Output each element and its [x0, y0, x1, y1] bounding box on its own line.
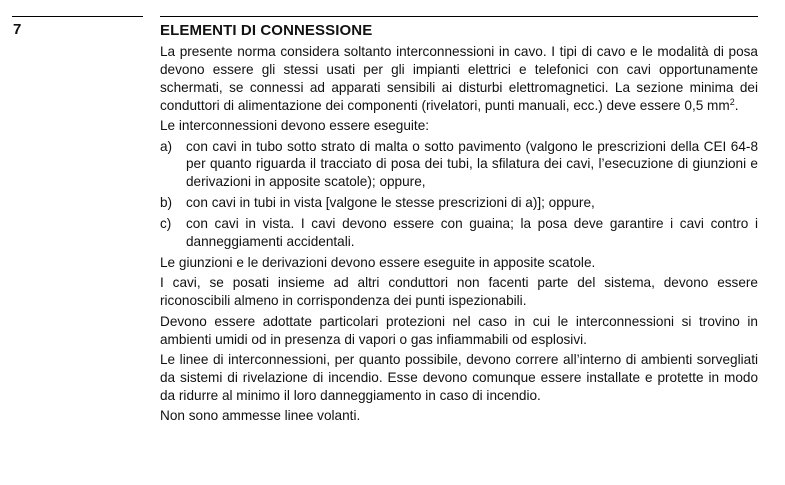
paragraph-intro-list: Le interconnessioni devono essere eseguite: [160, 118, 430, 134]
paragraph-scope-text: La presente norma considera soltanto interconnessioni in cavo. I tipi di cavo e le modalità di posa devono essere gli stessi usati per gli impianti elettrici e telefonici con cavi opportunamente schermati, se connessi ad apparati sensibili ai disturbi elettromagnetici. La sezione minima dei conduttori di alimentazione dei componenti (rivelatori, punti manuali, ecc.) deve essere 0,5 mm [160, 44, 758, 113]
superscript-exponent: 2 [729, 96, 735, 107]
paragraph-flying-lines: Non sono ammesse linee volanti. [160, 408, 361, 424]
paragraph-junctions: Le giunzioni e le derivazioni devono essere eseguite in apposite scatole. [160, 254, 596, 270]
list-item-a [160, 138, 758, 192]
section-number-rule [12, 16, 143, 17]
paragraph-supervised: Le linee di interconnessioni, per quanto possibile, devono correre all’interno di ambienti sorvegliati da sistemi di rivelazione di incendio. Esse devono comunque essere installate e protette in modo da ridurre al minimo il loro danneggiamento in caso di incendio. [160, 352, 758, 403]
list-item-text: con cavi in vista. I cavi devono essere con guaina; la posa deve garantire i cavi contro i danneggiamenti accidentali. [186, 216, 758, 250]
section-title-rule [160, 16, 758, 17]
list-item-c [160, 215, 758, 251]
section-number: 7 [13, 21, 22, 38]
list-item-b [160, 194, 758, 212]
list-marker: c) [160, 216, 172, 232]
paragraph-recognizable: I cavi, se posati insieme ad altri conduttori non facenti parte del sistema, devono essere riconoscibili almeno in corrispondenza dei punti ispezionabili. [160, 275, 758, 309]
section-content [160, 21, 758, 428]
list-item-text: con cavi in tubi in vista [valgone le stesse prescrizioni di a)]; oppure, [186, 195, 595, 211]
paragraph-scope-end: . [734, 97, 739, 113]
list-item-text: con cavi in tubo sotto strato di malta o sotto pavimento (valgono le prescrizioni della CEI 64-8 per quanto riguarda il tracciato di posa dei tubi, la sfilatura dei cavi, l’esecuzione di giunzioni e derivazioni in apposite scatole); oppure, [186, 138, 758, 190]
paragraph-protections: Devono essere adottate particolari protezioni nel caso in cui le interconnessioni si trovino in ambienti umidi od in presenza di vapori o gas infiammabili od esplosivi. [160, 313, 758, 347]
list-marker: b) [160, 195, 173, 211]
list-marker: a) [160, 138, 173, 154]
paragraph-scope [160, 43, 758, 115]
section-title: ELEMENTI DI CONNESSIONE [160, 22, 373, 39]
